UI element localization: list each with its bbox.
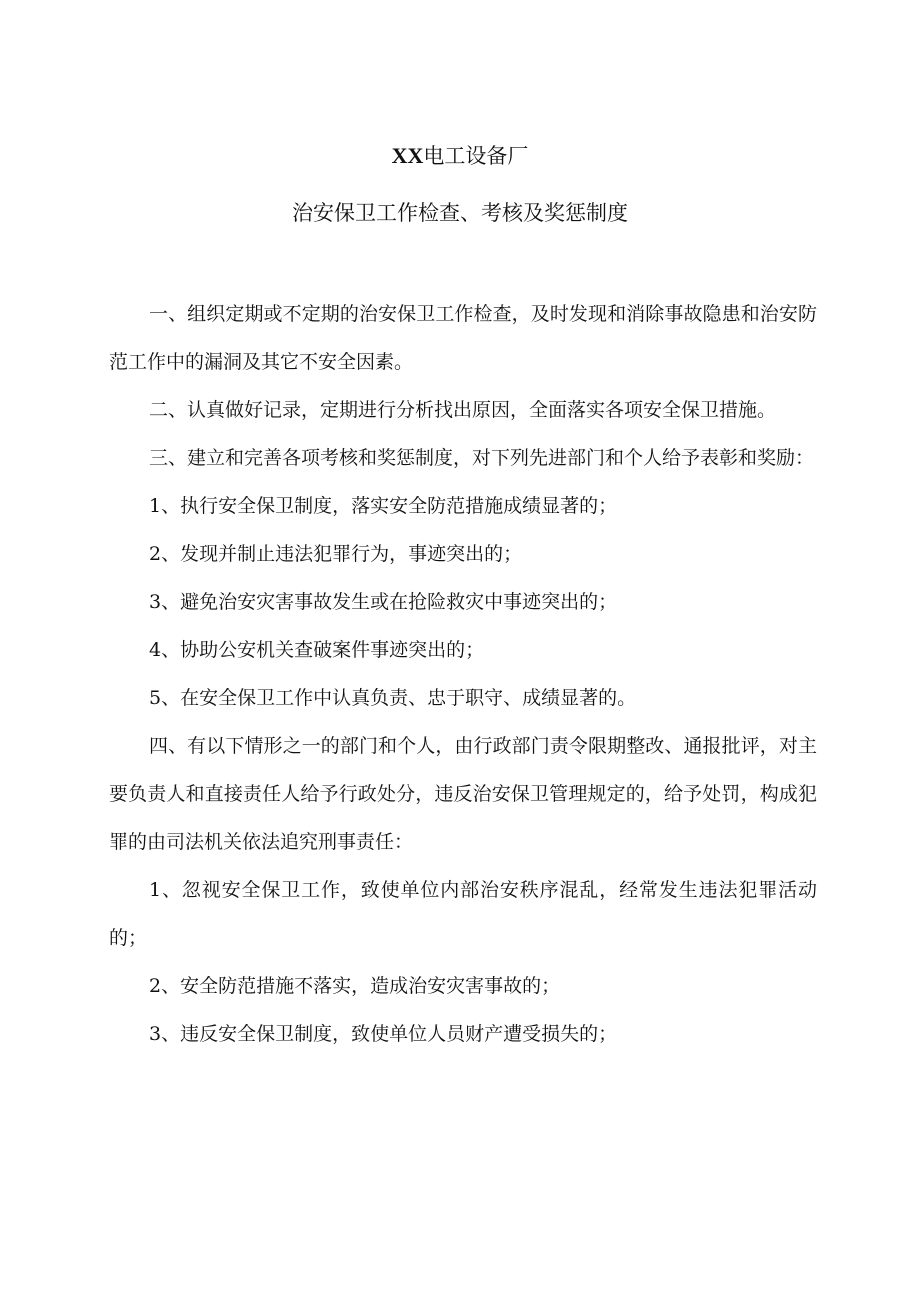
paragraph-section-4: 四、有以下情形之一的部门和个人，由行政部门责令限期整改、通报批评，对主要负责人和直接责任人给予行政处分，违反治安保卫管理规定的，给予处罚，构成犯罪的由司法机关依法追究刑事责任： — [109, 735, 817, 853]
document-title — [0, 145, 920, 167]
title-prefix: XX — [391, 143, 424, 168]
list-item-penalty-3: 3、违反安全保卫制度，致使单位人员财产遭受损失的； — [149, 1023, 618, 1045]
list-item-reward-1: 1、执行安全保卫制度，落实安全防范措施成绩显著的； — [149, 495, 618, 517]
list-item-reward-3: 3、避免治安灾害事故发生或在抢险救灾中事迹突出的； — [149, 591, 618, 613]
list-item-reward-5: 5、在安全保卫工作中认真负责、忠于职守、成绩显著的。 — [149, 687, 637, 709]
title-rest: 电工设备厂 — [423, 144, 529, 168]
paragraph-section-2: 二、认真做好记录，定期进行分析找出原因，全面落实各项安全保卫措施。 — [149, 399, 777, 421]
list-item-reward-4: 4、协助公安机关查破案件事迹突出的； — [149, 639, 485, 661]
list-item-penalty-1: 1、忽视安全保卫工作，致使单位内部治安秩序混乱，经常发生违法犯罪活动的； — [109, 879, 817, 949]
paragraph-section-1: 一、组织定期或不定期的治安保卫工作检查，及时发现和消除事故隐患和治安防范工作中的漏洞及其它不安全因素。 — [109, 303, 817, 373]
paragraph-section-3: 三、建立和完善各项考核和奖惩制度，对下列先进部门和个人给予表彰和奖励： — [149, 447, 815, 469]
document-body — [109, 290, 817, 1058]
list-item-penalty-2: 2、安全防范措施不落实，造成治安灾害事故的； — [149, 975, 561, 997]
list-item-reward-2: 2、发现并制止违法犯罪行为，事迹突出的； — [149, 543, 523, 565]
document-subtitle: 治安保卫工作检查、考核及奖惩制度 — [292, 201, 628, 225]
